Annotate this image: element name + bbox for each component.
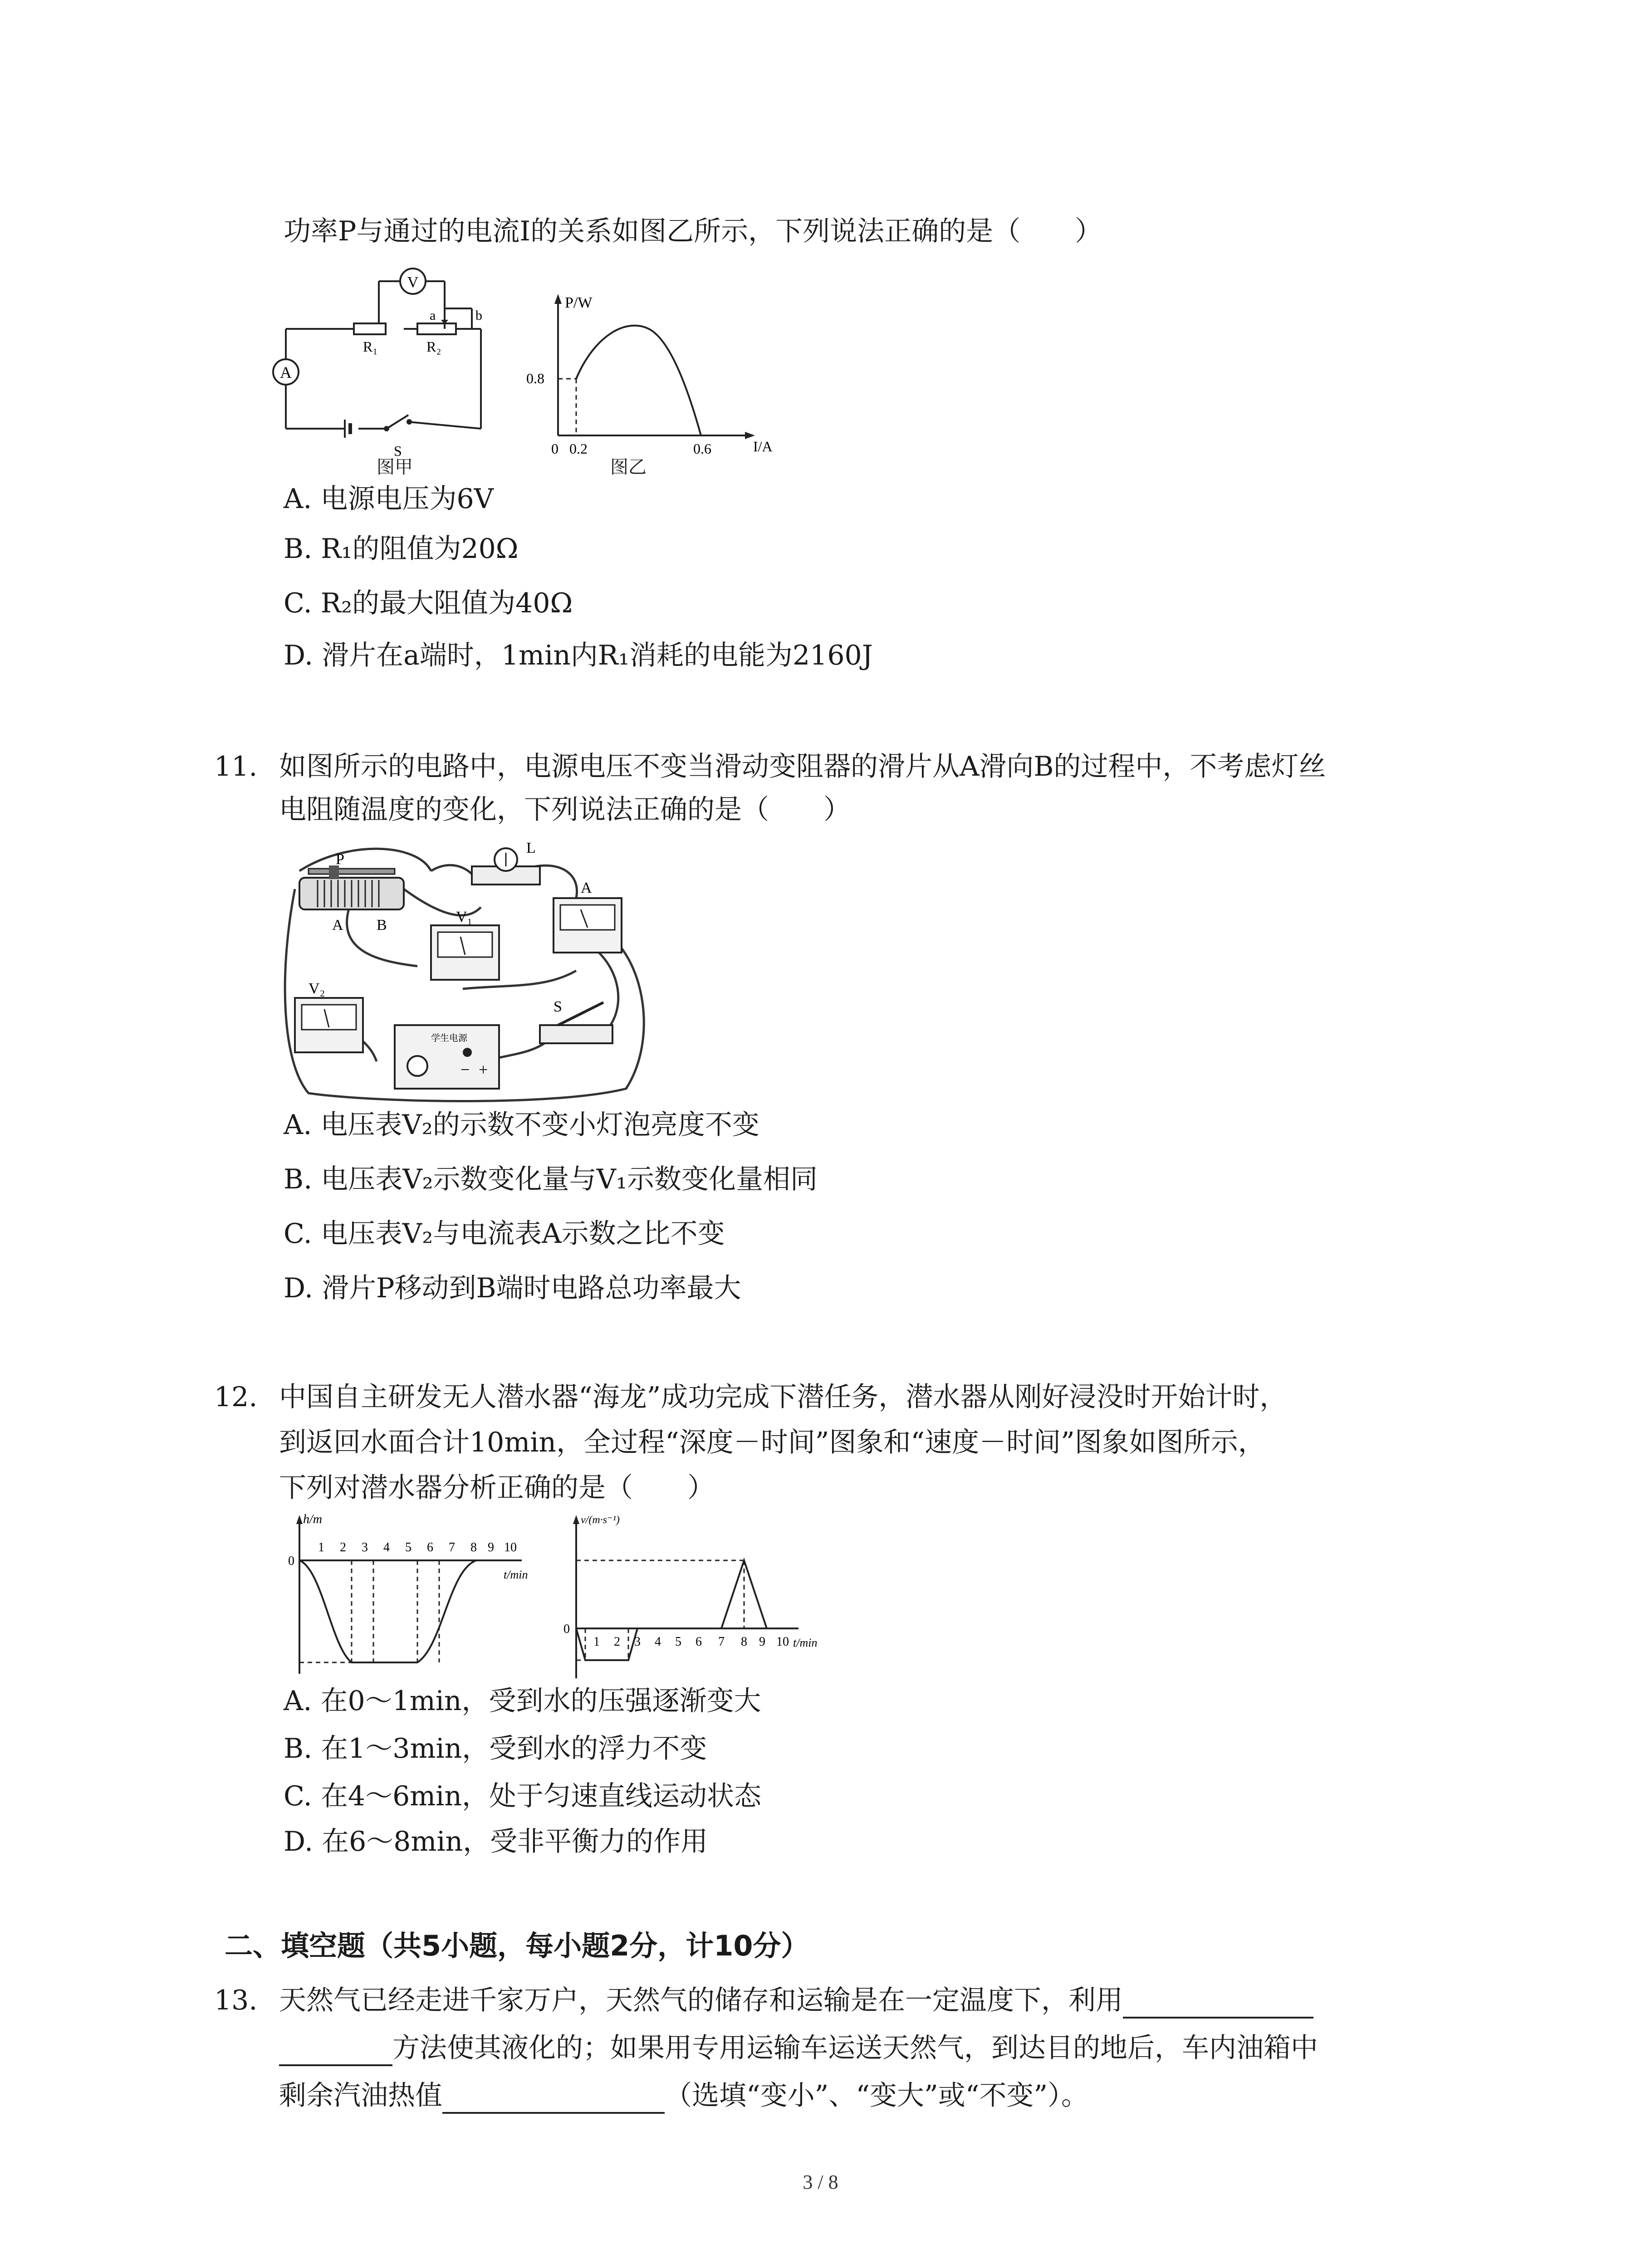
answer-blank-1a[interactable]: [1123, 1988, 1313, 2019]
q13-line1-wrap: [279, 1982, 1313, 2019]
depth-tick-7: 7: [449, 1540, 455, 1554]
q10-option-a: A. 电源电压为6V: [284, 483, 494, 515]
r2-label: R₂: [426, 338, 441, 355]
velocity-tick-10: 10: [776, 1635, 789, 1649]
r1-label: R₁: [363, 338, 378, 355]
depth-tick-10: 10: [504, 1540, 517, 1554]
switch-label: S: [394, 443, 402, 459]
q13-line3-b: （选填“变小”、“变大”或“不变”）。: [665, 2080, 1089, 2112]
q12-stem-line2: 到返回水面合计10min，全过程“深度－时间”图象和“速度－时间”图象如图所示，: [279, 1427, 1265, 1458]
page-number: 3 / 8: [803, 2171, 838, 2193]
terminal-a-label: A: [332, 917, 343, 934]
graph-x-tick-02: 0.2: [569, 440, 588, 457]
depth-graph-origin: 0: [288, 1554, 294, 1568]
velocity-tick-8: 8: [741, 1635, 747, 1649]
q12-option-c: C. 在4～6min，处于匀速直线运动状态: [284, 1780, 761, 1812]
svg-text:+: +: [479, 1061, 488, 1079]
q12-option-d: D. 在6～8min，受非平衡力的作用: [284, 1826, 708, 1857]
q13-line1: 天然气已经走进千家万户，天然气的储存和运输是在一定温度下，利用: [279, 1984, 1123, 2016]
velocity-tick-5: 5: [675, 1635, 681, 1649]
depth-tick-9: 9: [488, 1540, 494, 1554]
q11-stem-line2: 电阻随温度的变化，下列说法正确的是（ ）: [279, 794, 851, 826]
fig-jia-caption: 图甲: [377, 457, 413, 478]
q11-option-a: A. 电压表V₂的示数不变小灯泡亮度不变: [284, 1109, 759, 1141]
graph-x-tick-06: 0.6: [693, 440, 711, 457]
depth-tick-8: 8: [470, 1540, 477, 1554]
terminal-b-label: B: [377, 917, 387, 934]
q10-option-b: B. R₁的阻值为20Ω: [284, 533, 519, 565]
velocity-tick-9: 9: [759, 1635, 765, 1649]
q11-physical-circuit-figure: [281, 835, 653, 1111]
velocity-tick-7: 7: [718, 1635, 725, 1649]
q12-number: 12.: [214, 1381, 258, 1413]
v2-label: V₂: [309, 980, 325, 997]
q12-option-a: A. 在0～1min，受到水的压强逐渐变大: [284, 1685, 761, 1717]
answer-blank-2[interactable]: [442, 2083, 665, 2114]
q12-option-b: B. 在1～3min，受到水的浮力不变: [284, 1733, 707, 1765]
q12-stem-line3: 下列对潜水器分析正确的是（ ）: [279, 1472, 715, 1504]
q10-stem: 功率P与通过的电流I的关系如图乙所示，下列说法正确的是（ ）: [284, 215, 1102, 247]
q11-option-b: B. 电压表V₂示数变化量与V₁示数变化量相同: [284, 1163, 818, 1195]
depth-tick-1: 1: [318, 1540, 324, 1554]
velocity-tick-3: 3: [634, 1635, 641, 1649]
q13-line3-a: 剩余汽油热值: [279, 2080, 442, 2112]
q13-line2: 方法使其液化的；如果用专用运输车运送天然气，到达目的地后，车内油箱中: [392, 2032, 1318, 2064]
depth-tick-3: 3: [362, 1540, 368, 1554]
q13-number: 13.: [214, 1984, 258, 2016]
voltmeter-label: V: [407, 274, 419, 291]
section-2-title: 二、填空题（共5小题，每小题2分，计10分）: [225, 1929, 809, 1962]
graph-y-axis-label: P/W: [565, 294, 593, 311]
q11-number: 11.: [214, 751, 258, 782]
velocity-graph-origin: 0: [563, 1622, 570, 1636]
velocity-tick-2: 2: [614, 1635, 620, 1649]
lamp-label: L: [526, 840, 536, 856]
q13-line2-wrap: [279, 2030, 1318, 2066]
velocity-tick-6: 6: [696, 1635, 702, 1649]
fig-yi-caption: 图乙: [610, 457, 647, 478]
depth-tick-6: 6: [427, 1540, 433, 1554]
q11-option-c: C. 电压表V₂与电流表A示数之比不变: [284, 1218, 725, 1250]
slider-p-label: P: [336, 851, 344, 868]
q11-option-d: D. 滑片P移动到B端时电路总功率最大: [284, 1272, 741, 1304]
q10-option-c: C. R₂的最大阻值为40Ω: [284, 587, 573, 619]
q12-velocity-time-graph: [554, 1510, 826, 1683]
power-supply-label: 学生电源: [431, 1033, 467, 1043]
q10-power-current-graph: [522, 290, 776, 458]
ammeter-label: A: [280, 363, 292, 381]
velocity-graph-x-label: t/min: [793, 1636, 818, 1649]
velocity-graph-y-label: v/(m·s⁻¹): [581, 1514, 620, 1526]
depth-graph-y-label: h/m: [303, 1512, 322, 1526]
q12-stem-line1: 中国自主研发无人潜水器“海龙”成功完成下潜任务，潜水器从刚好浸没时开始计时，: [279, 1381, 1287, 1413]
q10-circuit-figure: [272, 261, 508, 474]
depth-tick-2: 2: [340, 1540, 346, 1554]
answer-blank-1b[interactable]: [279, 2035, 392, 2066]
slider-b-label: b: [475, 308, 482, 323]
graph-x-axis-label: I/A: [753, 438, 773, 455]
v1-label: V₁: [456, 909, 473, 925]
q13-line3-wrap: [279, 2077, 1088, 2114]
graph-y-tick: 0.8: [526, 370, 544, 386]
depth-tick-4: 4: [383, 1540, 390, 1554]
slider-a-label: a: [430, 308, 436, 323]
ammeter-label: A: [581, 880, 592, 896]
graph-origin: 0: [551, 440, 558, 457]
velocity-tick-4: 4: [655, 1635, 661, 1649]
depth-graph-x-label: t/min: [504, 1568, 528, 1581]
q11-stem-line1: 如图所示的电路中，电源电压不变当滑动变阻器的滑片从A滑向B的过程中，不考虑灯丝: [279, 751, 1326, 782]
switch-label: S: [554, 998, 562, 1015]
q12-depth-time-graph: [281, 1510, 544, 1683]
depth-tick-5: 5: [405, 1540, 411, 1554]
svg-text:−: −: [460, 1061, 470, 1079]
q10-option-d: D. 滑片在a端时，1min内R₁消耗的电能为2160J: [284, 640, 873, 671]
velocity-tick-1: 1: [593, 1635, 600, 1649]
